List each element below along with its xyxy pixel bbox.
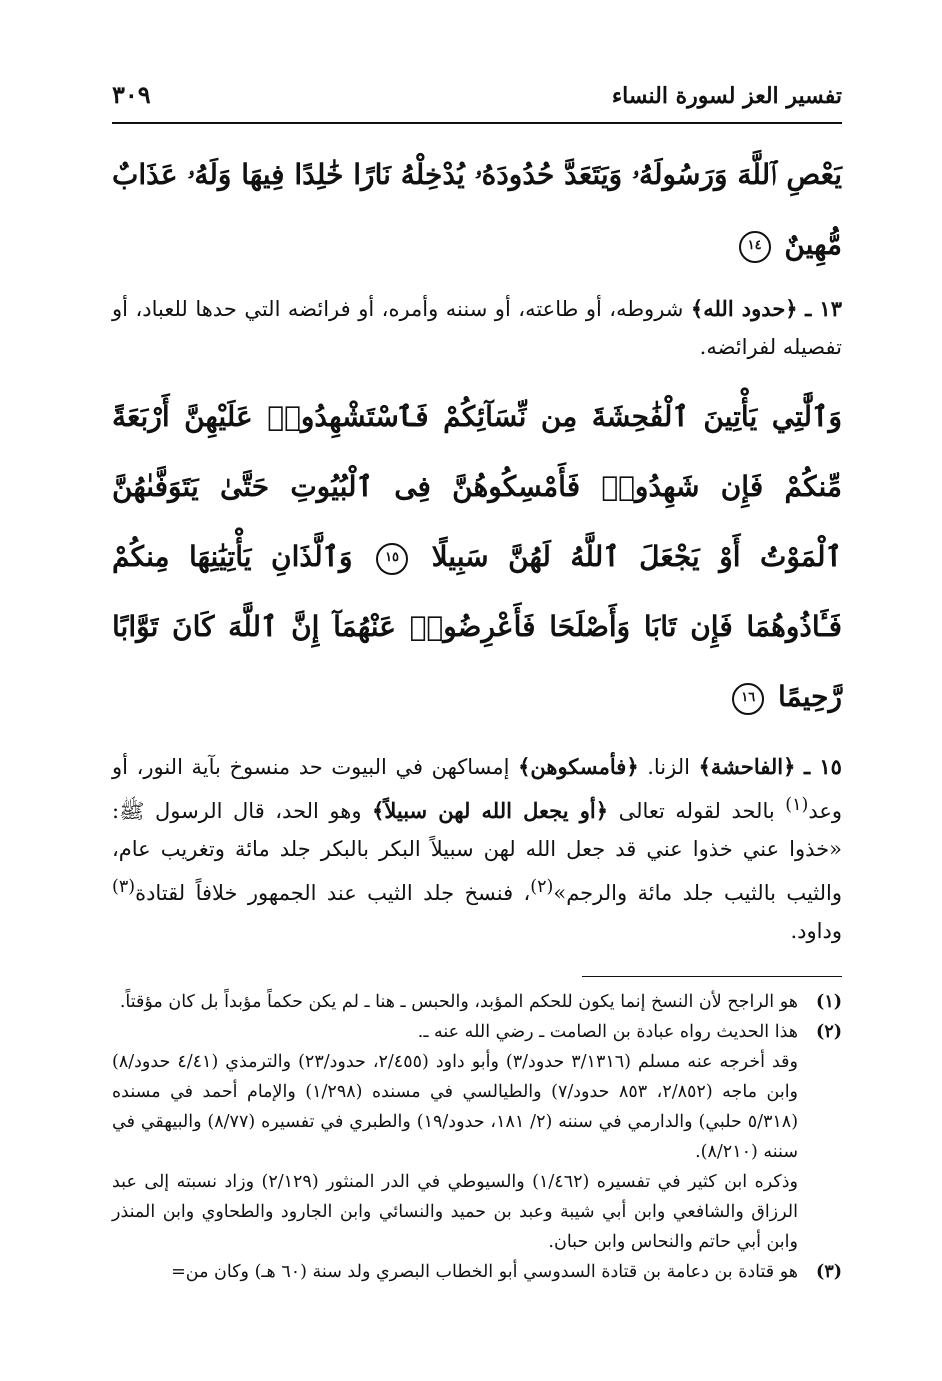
footnote-separator: [582, 976, 842, 977]
footnote-ref[interactable]: (٣): [112, 877, 136, 897]
footnote-number: (١): [816, 992, 842, 1012]
tafsir-text: شروطه، أو طاعته، أو سننه وأمره، أو فرائضه التي حدها للعباد، أو تفصيله لفرائضه.: [112, 297, 842, 359]
quran-text: يَعْصِ ٱللَّهَ وَرَسُولَهُۥ وَيَتَعَدَّ حُدُودَهُۥ يُدْخِلْهُ نَارًا خَٰلِدًا فِيهَا وَلَهُۥ عَذَابٌ مُّهِينٌ: [112, 158, 842, 261]
tafsir-text: وهو الحد، قال الرسول ﷺ: «خذوا عني خذوا عني قد جعل الله لهن سبيلاً البكر بالبكر جلد مائة وتغريب عام، والثيب بالثيب جلد مائة والرجم»: [112, 799, 843, 905]
quran-verse-14: [112, 140, 842, 280]
quran-verses-15-16: [112, 382, 842, 732]
tafsir-text: وداود.: [790, 919, 842, 943]
footnote-1: [112, 987, 842, 1017]
tafsir-text: بالحد لقوله تعالى: [618, 799, 775, 823]
quran-term: ﴿أو يجعل الله لهن سبيلاً﴾: [372, 798, 609, 823]
footnote-text: هو الراجح لأن النسخ إنما يكون للحكم المؤبد، والحبس ـ هنا ـ لم يكن حكماً مؤبداً بل كان مؤقتاً.: [119, 992, 798, 1012]
footnote-ref[interactable]: (٢): [530, 877, 554, 897]
tafsir-text: الزنا.: [647, 755, 690, 779]
quran-term: ﴿حدود الله﴾: [690, 296, 798, 321]
note-number: ١٣ ـ: [805, 296, 842, 321]
header-title: تفسير العز لسورة النساء: [611, 83, 842, 109]
quran-term: ﴿الفاحشة﴾: [698, 754, 796, 779]
page: [112, 80, 842, 1287]
tafsir-text: إمساكهن في البيوت حد منسوخ بآية النور، أو وعد: [112, 755, 843, 823]
tafsir-13: [112, 290, 842, 366]
ayah-number-marker: ١٥: [376, 543, 408, 575]
header-rule: [112, 122, 842, 124]
quran-term: ﴿فأمسكوهن﴾: [518, 754, 639, 779]
footnote-3: [112, 1257, 842, 1287]
ayah-number-marker: ١٦: [732, 683, 764, 715]
quran-text: وَٱلَّٰتِي يَأْتِينَ ٱلْفَٰحِشَةَ مِن نِّسَآئِكُمْ فَٱسْتَشْهِدُوا۟ عَلَيْهِنَّ أَرْبَعَةً مِّنكُمْ فَإِن شَهِدُوا۟ فَأَمْسِكُوهُنَّ فِى ٱلْبُيُوتِ حَتَّىٰ يَتَوَفَّىٰهُنَّ ٱلْمَوْتُ أَوْ يَجْعَلَ ٱللَّهُ لَهُنَّ سَبِيلًا: [112, 400, 842, 573]
note-number: ١٥ ـ: [804, 754, 842, 779]
page-number: ٣٠٩: [112, 80, 151, 109]
tafsir-text: ، فنسخ جلد الثيب عند الجمهور خلافاً لقتادة: [135, 881, 531, 905]
footnotes: [112, 987, 842, 1287]
footnote-text: هو قتادة بن دعامة بن قتادة السدوسي أبو الخطاب البصري ولد سنة (٦٠ هـ) وكان من=: [171, 1262, 798, 1282]
footnote-text: وقد أخرجه عنه مسلم (٣/١٣١٦ حدود/٣) وأبو داود (٢/٤٥٥، حدود/٢٣) والترمذي (٤/٤١ حدود/٨) وابن ماجه (٢/٨٥٢، ٨٥٣ حدود/٧) والطيالسي في مسنده (١/٢٩٨) والإمام أحمد في مسنده (٥/٣١٨ حلبي) والدارمي في سننه (٢/ ١٨١، حدود/١٩) والطبري في تفسيره (٨/٧٧) والبيهقي في سننه (٨/٢١٠).: [112, 1052, 799, 1162]
footnote-text: وذكره ابن كثير في تفسيره (١/٤٦٢) والسيوطي في الدر المنثور (٢/١٢٩) وزاد نسبته إلى عبد الرزاق والشافعي وابن أبي شيبة وعبد بن حميد والنسائي وابن الجارود والطحاوي وابن المنذر وابن أبي حاتم والنحاس وابن حبان.: [112, 1172, 798, 1252]
footnote-ref[interactable]: (١): [785, 795, 809, 815]
footnote-number: (٢): [816, 1022, 842, 1042]
running-header: [112, 80, 842, 118]
ayah-number-marker: ١٤: [739, 231, 771, 263]
footnote-number: (٣): [816, 1262, 842, 1282]
footnote-2: [112, 1017, 842, 1257]
tafsir-15: [112, 748, 842, 950]
footnote-text: هذا الحديث رواه عبادة بن الصامت ـ رضي الله عنه ـ.: [417, 1022, 798, 1042]
quran-text: وَٱلَّذَانِ يَأْتِيَٰنِهَا مِنكُمْ فَـَٔاذُوهُمَا فَإِن تَابَا وَأَصْلَحَا فَأَعْرِضُوا۟ عَنْهُمَآ إِنَّ ٱللَّهَ كَانَ تَوَّابًا رَّحِيمًا: [112, 540, 842, 713]
